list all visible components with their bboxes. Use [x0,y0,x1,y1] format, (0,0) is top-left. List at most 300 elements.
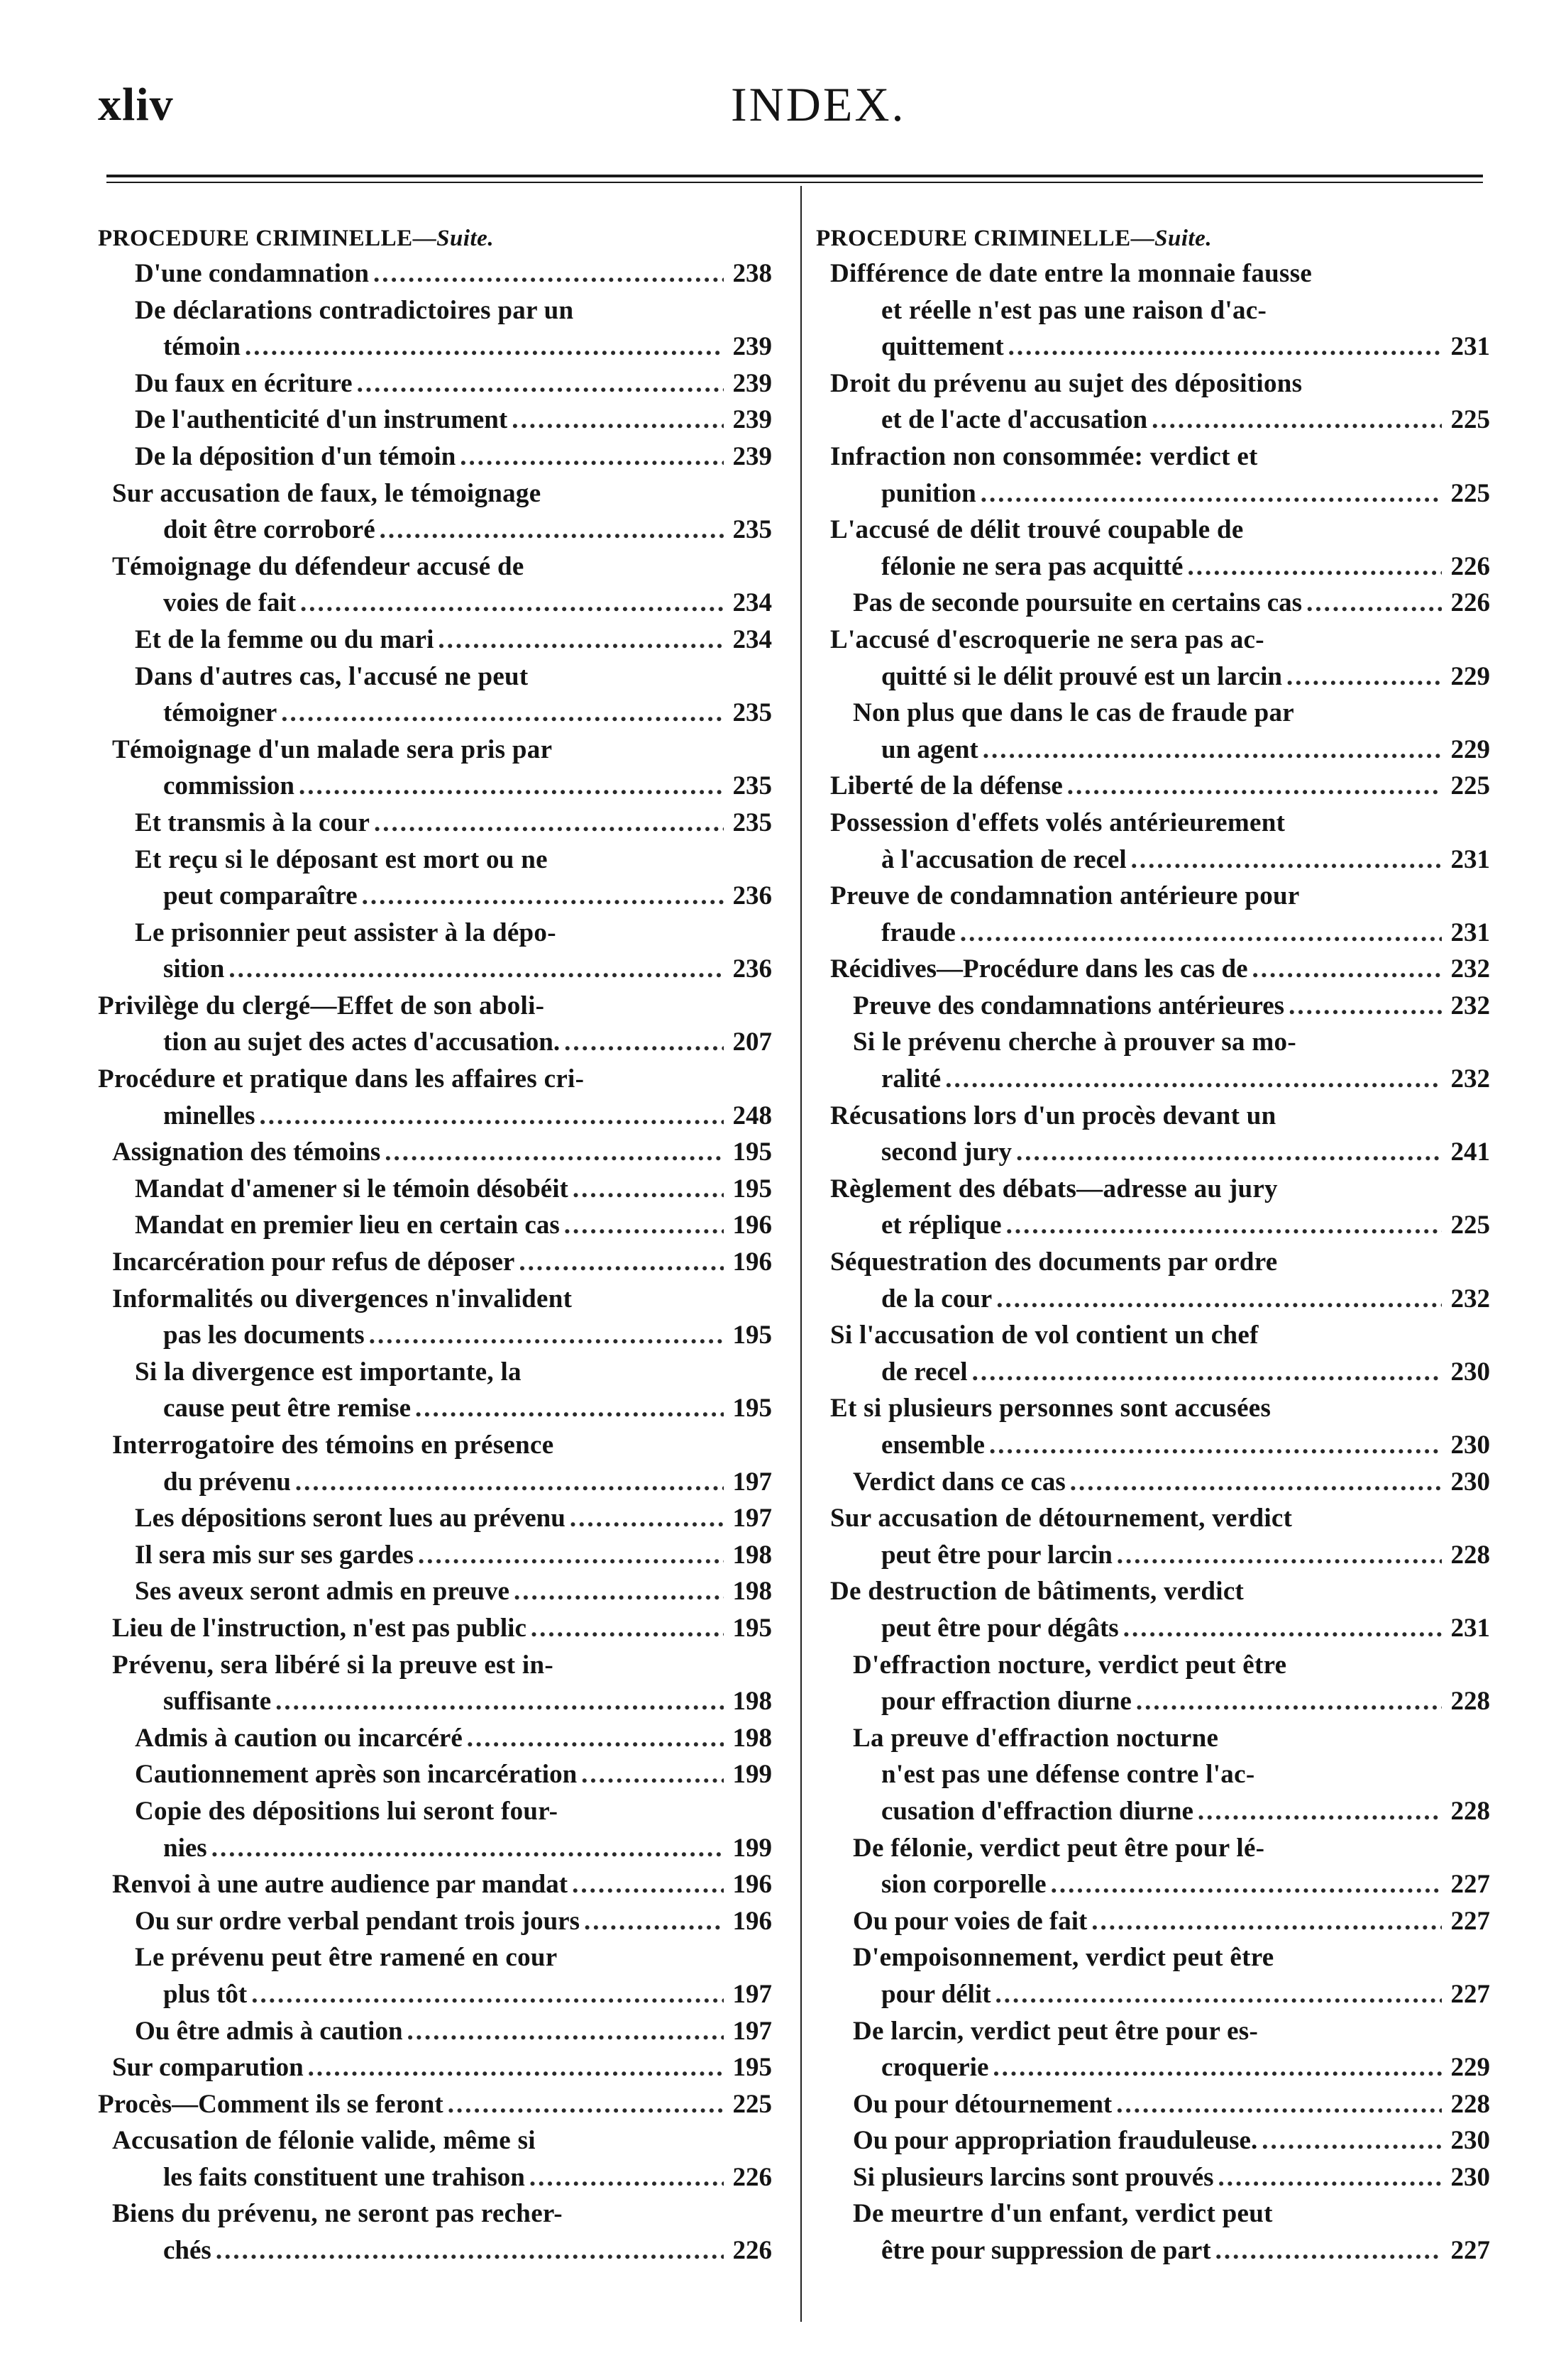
index-entry [816,1024,1490,1061]
index-entry [816,1317,1490,1354]
dot-leader [514,1573,724,1610]
dot-leader [1306,585,1442,622]
entry-text: second jury [881,1137,1012,1167]
entry-text: et réplique [881,1211,1002,1240]
entry-text: à l'accusation de recel [881,844,1127,874]
entry-text: témoigner [163,698,277,728]
index-entry [816,915,1490,952]
dot-leader [308,2049,724,2086]
entry-text: de recel [881,1357,968,1387]
entry-text: les faits constituent une trahison [163,2162,525,2192]
index-entry [816,768,1490,805]
entry-page-number: 228 [1450,2089,1490,2119]
entry-text: Témoignage d'un malade sera pris par [112,734,553,764]
entry-text: Ses aveux seront admis en preuve [135,1577,509,1607]
entry-text: L'accusé de délit trouvé coupable de [830,515,1244,545]
dot-leader [369,1317,724,1354]
index-entry [816,439,1490,475]
entry-text: Ou pour voies de fait [853,1906,1088,1936]
dot-leader [281,695,724,732]
column-divider [800,186,802,2322]
index-entry [98,292,772,329]
entry-page-number: 229 [1450,661,1490,691]
entry-page-number: 195 [732,1137,772,1167]
entry-text: cause peut être remise [163,1394,411,1423]
heading-text: PROCEDURE CRIMINELLE— [816,226,1155,251]
index-entry [816,255,1490,292]
dot-leader [529,2159,724,2196]
index-entry [816,1537,1490,1574]
entry-page-number: 197 [732,1504,772,1533]
index-entry [816,2159,1490,2196]
entry-text: Témoignage du défendeur accusé de [112,551,524,581]
entry-page-number: 228 [1450,1796,1490,1826]
entry-text: peut comparaître [163,881,358,911]
entry-page-number: 225 [1450,1211,1490,1240]
index-entry [816,951,1490,988]
entry-text: un agent [881,734,978,764]
dot-leader [1016,1134,1442,1171]
index-entry [816,2086,1490,2123]
dot-leader [216,2232,724,2269]
entry-text: Pas de seconde poursuite en certains cas [853,588,1303,618]
dot-leader [407,2013,724,2050]
entry-page-number: 207 [732,1028,772,1057]
entry-text: Ou être admis à caution [135,2016,403,2046]
dot-leader [415,1390,724,1427]
dot-leader [1152,402,1442,439]
entry-page-number: 231 [1450,1613,1490,1643]
index-entry [98,1866,772,1903]
entry-text: et réelle n'est pas une raison d'ac- [881,295,1267,325]
index-entry [816,732,1490,768]
index-entry [816,2013,1490,2050]
index-entry [98,255,772,292]
dot-leader [512,402,724,439]
index-entry [98,659,772,695]
entry-text: pour délit [881,1979,991,2009]
entry-text: Différence de date entre la monnaie fausse [830,259,1313,288]
index-entry [816,1756,1490,1793]
index-entry [98,1317,772,1354]
index-entry [98,2013,772,2050]
entry-page-number: 230 [1450,1467,1490,1497]
entry-text: pas les documents [163,1321,365,1350]
entry-text: doit être corroboré [163,515,375,545]
entry-text: Privilège du clergé—Effet de son aboli- [98,991,545,1020]
entry-text: Informalités ou divergences n'invalident [112,1284,573,1313]
index-entry [816,1061,1490,1098]
entry-text: croquerie [881,2053,989,2083]
entry-text: Récusations lors d'un procès devant un [830,1101,1276,1130]
entry-text: voies de fait [163,588,297,618]
index-entry [98,1061,772,1098]
dot-leader [385,1134,724,1171]
entry-text: Sur accusation de détournement, verdict [830,1504,1293,1533]
entry-text: Liberté de la défense [830,771,1063,801]
index-entry [98,439,772,475]
entry-text: De la déposition d'un témoin [135,441,456,471]
entry-text: sion corporelle [881,1870,1047,1900]
entry-page-number: 236 [732,881,772,911]
entry-text: de la cour [881,1284,993,1313]
entry-text: Et si plusieurs personnes sont accusées [830,1394,1272,1423]
entry-text: De l'authenticité d'un instrument [135,405,508,435]
entry-text: fraude [881,918,956,947]
header-rule-top [106,175,1483,177]
entry-text: Lieu de l'instruction, n'est pas public [112,1613,526,1643]
dot-leader [448,2086,724,2123]
dot-leader [380,512,724,549]
dot-leader [1006,1207,1442,1244]
entry-text: Cautionnement après son incarcération [135,1760,578,1790]
dot-leader [1117,1537,1442,1574]
dot-leader [259,1098,724,1135]
index-entry [98,1903,772,1940]
dot-leader [564,1024,724,1061]
entry-text: Preuve de condamnation antérieure pour [830,881,1300,911]
entry-text: Renvoi à une autre audience par mandat [112,1870,568,1900]
index-entry [98,1171,772,1208]
index-entry [816,842,1490,878]
index-entry [816,1281,1490,1318]
dot-leader [362,878,724,915]
page-title: INDEX. [731,77,906,131]
entry-text: Ou pour détournement [853,2089,1113,2119]
dot-leader [373,255,724,292]
index-entry [98,622,772,659]
index-entry [816,988,1490,1025]
dot-leader [251,1976,724,2013]
entry-page-number: 235 [732,771,772,801]
entry-text: Séquestration des documents par ordre [830,1247,1278,1277]
entry-text: Règlement des débats—adresse au jury [830,1174,1278,1203]
index-entry [816,878,1490,915]
index-entry [816,659,1490,695]
entry-text: Et transmis à la cour [135,808,370,837]
left-column-heading [98,221,772,255]
entry-text: suffisante [163,1687,272,1717]
entry-text: De destruction de bâtiments, verdict [830,1577,1245,1607]
index-entry [816,1573,1490,1610]
index-entry [816,1610,1490,1647]
index-entry [816,1244,1490,1281]
dot-leader [981,475,1442,512]
entry-text: De meurtre d'un enfant, verdict peut [853,2199,1273,2229]
dot-leader [1286,659,1442,695]
dot-leader [993,2049,1442,2086]
heading-text: PROCEDURE CRIMINELLE— [98,226,437,251]
entry-page-number: 225 [1450,771,1490,801]
index-entry [98,1281,772,1318]
entry-page-number: 228 [1450,1687,1490,1717]
entry-page-number: 232 [1450,954,1490,984]
dot-leader [983,732,1442,768]
dot-leader [519,1244,724,1281]
dot-leader [989,1427,1442,1464]
entry-text: D'une condamnation [135,259,369,288]
entry-page-number: 227 [1450,1979,1490,2009]
dot-leader [275,1683,724,1720]
entry-page-number: 230 [1450,1431,1490,1460]
entry-text: peut être pour larcin [881,1540,1113,1570]
index-entry [816,1683,1490,1720]
index-entry [816,402,1490,439]
entry-text: être pour suppression de part [881,2236,1211,2266]
index-entry [98,805,772,842]
entry-page-number: 231 [1450,844,1490,874]
entry-text: chés [163,2236,211,2266]
right-column-heading [816,221,1490,255]
entry-page-number: 239 [732,441,772,471]
dot-leader [1091,1903,1442,1940]
entry-text: Possession d'effets volés antérieurement [830,808,1286,837]
entry-text: Sur comparution [112,2053,304,2083]
dot-leader [295,1464,724,1501]
index-entry [98,1573,772,1610]
entry-page-number: 225 [1450,478,1490,508]
entry-text: Copie des dépositions lui seront four- [135,1796,558,1826]
entry-page-number: 226 [732,2236,772,2266]
index-entry [98,1647,772,1684]
index-entry [98,402,772,439]
index-entry [98,1683,772,1720]
header-rule-bottom [106,182,1483,183]
left-entries [98,255,772,2269]
entry-page-number: 197 [732,2016,772,2046]
entry-page-number: 230 [1450,2162,1490,2192]
entry-page-number: 199 [732,1760,772,1790]
index-entry [98,1098,772,1135]
right-column [816,221,1490,2269]
entry-page-number: 234 [732,624,772,654]
index-entry [98,2122,772,2159]
entry-page-number: 232 [1450,991,1490,1020]
entry-page-number: 226 [1450,588,1490,618]
right-entries [816,255,1490,2269]
index-entry [98,768,772,805]
entry-page-number: 239 [732,368,772,398]
entry-text: Si le prévenu cherche à prouver sa mo- [853,1028,1296,1057]
dot-leader [1289,988,1442,1025]
dot-leader [584,1903,724,1940]
index-entry [98,695,772,732]
index-entry [98,951,772,988]
entry-page-number: 229 [1450,734,1490,764]
dot-leader [945,1061,1442,1098]
index-entry [98,1024,772,1061]
entry-text: Le prisonnier peut assister à la dépo- [135,918,556,947]
entry-text: Et reçu si le déposant est mort ou ne [135,844,548,874]
entry-page-number: 195 [732,1321,772,1350]
entry-text: quitté si le délit prouvé est un larcin [881,661,1282,691]
entry-text: Prévenu, sera libéré si la preuve est in- [112,1650,554,1680]
entry-page-number: 196 [732,1870,772,1900]
entry-page-number: 195 [732,1394,772,1423]
entry-page-number: 231 [1450,918,1490,947]
index-entry [98,1537,772,1574]
index-entry [816,549,1490,585]
entry-page-number: 226 [1450,551,1490,581]
dot-leader [531,1610,724,1647]
entry-page-number: 229 [1450,2053,1490,2083]
entry-page-number: 235 [732,515,772,545]
dot-leader [1262,2122,1442,2159]
entry-text: L'accusé d'escroquerie ne sera pas ac- [830,624,1264,654]
entry-page-number: 195 [732,2053,772,2083]
dot-leader [564,1207,724,1244]
entry-text: Admis à caution ou incarcéré [135,1723,463,1753]
entry-text: commission [163,771,294,801]
entry-page-number: 238 [732,259,772,288]
index-entry [816,695,1490,732]
dot-leader [467,1720,724,1757]
entry-text: Récidives—Procédure dans les cas de [830,954,1248,984]
dot-leader [1131,842,1442,878]
entry-page-number: 196 [732,1247,772,1277]
entry-text: plus tôt [163,1979,248,2009]
entry-page-number: 226 [732,2162,772,2192]
index-entry [816,1830,1490,1867]
entry-text: Et de la femme ou du mari [135,624,434,654]
entry-page-number: 228 [1450,1540,1490,1570]
index-entry [816,1903,1490,1940]
entry-text: Les dépositions seront lues au prévenu [135,1504,566,1533]
entry-text: D'empoisonnement, verdict peut être [853,1943,1274,1973]
entry-page-number: 198 [732,1540,772,1570]
entry-text: et de l'acte d'accusation [881,405,1148,435]
entry-text: ensemble [881,1431,985,1460]
index-entry [816,1976,1490,2013]
index-entry [98,1756,772,1793]
entry-page-number: 227 [1450,1906,1490,1936]
dot-leader [245,329,724,365]
dot-leader [995,1976,1442,2013]
entry-text: Procédure et pratique dans les affaires cri- [98,1064,585,1094]
dot-leader [211,1830,724,1867]
entry-text: De larcin, verdict peut être pour es- [853,2016,1259,2046]
index-entry [816,475,1490,512]
entry-page-number: 198 [732,1577,772,1607]
index-entry [98,1939,772,1976]
index-entry [816,2196,1490,2232]
index-entry [816,292,1490,329]
dot-leader [572,1866,724,1903]
index-entry [98,512,772,549]
index-entry [98,585,772,622]
entry-text: minelles [163,1101,255,1130]
entry-text: Assignation des témoins [112,1137,381,1167]
entry-page-number: 236 [732,954,772,984]
dot-leader [228,951,724,988]
entry-text: sition [163,954,225,984]
index-entry [816,1098,1490,1135]
entry-text: De félonie, verdict peut être pour lé- [853,1833,1265,1863]
dot-leader [570,1500,724,1537]
entry-text: Du faux en écriture [135,368,353,398]
entry-text: Procès—Comment ils se feront [98,2089,443,2119]
entry-page-number: 198 [732,1687,772,1717]
index-entry [816,622,1490,659]
entry-text: peut être pour dégâts [881,1613,1119,1643]
index-entry [816,585,1490,622]
entry-page-number: 196 [732,1906,772,1936]
entry-text: Si plusieurs larcins sont prouvés [853,2162,1214,2192]
entry-page-number: 232 [1450,1284,1490,1313]
index-entry [98,915,772,952]
index-entry [816,1134,1490,1171]
entry-page-number: 198 [732,1723,772,1753]
index-entry [98,2159,772,2196]
index-entry [816,329,1490,365]
index-entry [98,1134,772,1171]
index-entry [98,2049,772,2086]
index-entry [816,2049,1490,2086]
index-entry [98,475,772,512]
left-column [98,221,772,2269]
entry-page-number: 239 [732,332,772,362]
index-entry [816,365,1490,402]
entry-text: quittement [881,332,1004,362]
index-entry [98,878,772,915]
index-entry [816,2232,1490,2269]
entry-text: Sur accusation de faux, le témoignage [112,478,541,508]
entry-text: cusation d'effraction diurne [881,1796,1193,1826]
dot-leader [1218,2159,1442,2196]
entry-page-number: 227 [1450,2236,1490,2266]
entry-text: Incarcération pour refus de déposer [112,1247,515,1277]
index-entry [816,1720,1490,1757]
dot-leader [1008,329,1442,365]
index-entry [816,1354,1490,1391]
entry-text: Ou pour appropriation frauduleuse. [853,2126,1258,2156]
index-entry [98,329,772,365]
entry-page-number: 235 [732,698,772,728]
dot-leader [573,1171,724,1208]
dot-leader [1070,1464,1442,1501]
dot-leader [1198,1793,1442,1830]
index-entry [98,2196,772,2232]
entry-page-number: 195 [732,1174,772,1203]
entry-text: n'est pas une défense contre l'ac- [881,1760,1255,1790]
dot-leader [1123,1610,1442,1647]
entry-text: du prévenu [163,1467,291,1497]
entry-text: Le prévenu peut être ramené en cour [135,1943,558,1973]
index-entry [98,1793,772,1830]
heading-suite: Suite. [1154,226,1213,251]
index-entry [98,1207,772,1244]
entry-text: Preuve des condamnations antérieures [853,991,1285,1020]
index-entry [816,1793,1490,1830]
index-entry [816,1464,1490,1501]
entry-text: La preuve d'effraction nocturne [853,1723,1219,1753]
dot-leader [374,805,724,842]
dot-leader [1116,2086,1442,2123]
entry-page-number: 230 [1450,2126,1490,2156]
index-entry [816,1647,1490,1684]
index-entry [98,1610,772,1647]
index-entry [98,842,772,878]
index-entry [816,1207,1490,1244]
dot-leader [972,1354,1442,1391]
dot-leader [1067,768,1442,805]
entry-text: punition [881,478,976,508]
entry-page-number: 199 [732,1833,772,1863]
dot-leader [1136,1683,1442,1720]
entry-page-number: 239 [732,405,772,435]
index-entry [98,1976,772,2013]
entry-page-number: 241 [1450,1137,1490,1167]
